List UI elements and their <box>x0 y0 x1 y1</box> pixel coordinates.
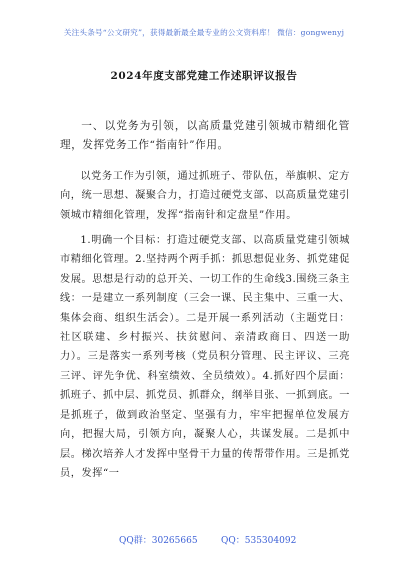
paragraph-3: 1.明确一个目标：打造过硬党支部、以高质量党建引领城市精细化管理。2.坚持两个两手抓：抓思想促业务、抓党建促发展。思想是行动的总开关、一切工作的生命线3.围绕三条主线：一是建立一系列制度（三会一课、民主集中、三重一大、集体会商、组织生活会）。二是开展一系列活动（主题党日：社区联建、乡村振兴、扶贫慰问、亲清政商日、四送一助力）。三是落实一系列考核（党员积分管理、民主评议、三亮三评、评先争优、科室绩效、全员绩效）。4.抓好四个层面：抓班子、抓中层、抓党员、抓群众，纲举目张、一抓到底。一是抓班子，做到政治坚定、坚强有力，牢牢把握单位发展方向，把握大局，引领方向，凝聚人心，共谋发展。二是抓中层。梯次培养人才发挥中坚骨干力量的传帮带作用。三是抓党员，发挥“一 <box>60 235 350 479</box>
qq-number: QQ：535304092 <box>221 536 297 546</box>
document-title: 2024年度支部党建工作述职评议报告 <box>110 70 298 82</box>
qq-group-number: QQ群：30265665 <box>119 536 198 546</box>
paragraph-1: 一、以党务为引领，以高质量党建引领城市精细化管理，发挥党务工作“指南针”作用。 <box>60 120 350 152</box>
paragraph-2: 以党务工作为引领，通过抓班子、带队伍，举旗帜、定方向，统一思想、凝聚合力，打造过硬党支部、以高质量党建引领城市精细化管理，发挥“指南针和定盘星”作用。 <box>60 170 350 221</box>
header-note: 关注头条号“公文研究”，获得最新最全最专业的公文资料库！ 微信：gongwenyj <box>63 28 345 37</box>
document-body <box>60 117 350 489</box>
